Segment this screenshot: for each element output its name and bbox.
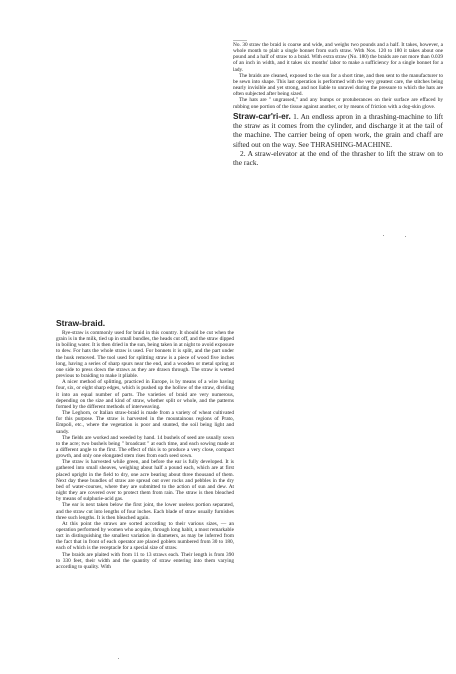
bottom-left-column [56, 318, 234, 648]
top-small-text [233, 42, 443, 110]
paragraph: The braids are cleaned, exposed to the sun for a short time, and then sent to the manufacturer to be sewn into shape. This last operation is performed with the very greatest care, the stitches being nearly invisible and yet strong, and not liable to unravel during the pressure to which the hats are often subjected after being sized. [233, 72, 443, 98]
paragraph: The hats are " ungrassed," and any bumps or protuberances on their surface are effaced by rubbing one portion of the tissue against another, or by means of friction with a dog-skin glove. [233, 97, 443, 110]
paragraph: A nicer method of splitting, practiced in Europe, is by means of a wire having four, six, or eight sharp edges, which is pushed up the hollow of the straw, dividing it into an equal number of parts. The varieties of braid are very numerous, depending on the size and kind of straw, whether split or whole, and the patterns formed by the different methods of interweaving. [56, 379, 234, 410]
entry-headword: Straw-car'ri-er. [233, 110, 291, 121]
paragraph: The fields are worked and weeded by hand. 14 bushels of seed are usually sown to the acre; two bushels being " broadcast " at each time, and each sowing made at a different angle to the first. The effect of this is to produce a very close, compact growth, and only one elongated stem rises from each seed sown. [56, 434, 234, 460]
paragraph: No. 30 straw the braid is coarse and wide, and weighs two pounds and a half. It takes, however, a whole month to plait a single bonnet from such straw. With Nos. 120 to 180 it takes about one pound and a half of straw to a braid. With extra straw (No. 180) the braids are not more than 0.039 of an inch in width, and it takes six months' labor to make a sufficiency for a single bonnet for a lady. [233, 42, 443, 73]
print-speck [405, 236, 406, 237]
paragraph: The ear is next taken below the first joint, the lower useless portion separated, and the straw cut into lengths of four inches. Each blade of straw usually furnishes three such lengths. It is then bleached again. [56, 502, 234, 521]
entry-definition: 1. An endless apron in a thrashing-machine to lift the straw as it comes from the cylinder, and discharge it at the tail of the machine. The carrier being of open work, the grain and chaff are sifted out on the way. See THRASHING-MACHINE. [233, 111, 443, 149]
paragraph: The braids are plaited with from 11 to 13 straws each. Their length is from 390 to 330 feet, their width and the quantity of straw entering into them varying according to quality. With [56, 551, 234, 570]
print-speck [118, 658, 119, 659]
paragraph: The straw is harvested while green, and before the ear is fully developed. It is gathered into small sheaves, weighing about half a pound each, which are at first placed upright in the field to dry, one acre bearing about three thousand of them. Next day these bundles of straw are spread out over rocks and pebbles in the dry bed of water-courses, where they are submitted to the action of sun and dew. At night they are covered over to protect them from rain. The straw is then bleached by means of sulphurie-acid gas. [56, 459, 234, 503]
top-right-column [233, 42, 443, 242]
paragraph: At this point the straws are sorted according to their various sizes, — an operation performed by women who acquire, through long habit, a most remarkable tact in distinguishing the smallest variation in diameters, as may be inferred from the fact that in front of each operator are placed goblets numbered from 30 to 180, each of which is the receptacle for a special size of straw. [56, 520, 234, 552]
straw-braid-text [56, 330, 234, 570]
straw-braid-title: Straw-braid. [56, 318, 106, 328]
column-rule [233, 40, 247, 41]
print-speck [383, 235, 384, 236]
paragraph: The Leghorn, or Italian straw-braid is made from a variety of wheat cultivated for this purpose. The straw is harvested in the mountainous regions of Prato, Empoli, etc., where the vegetation is poor and stunted, the soil being light and sandy. [56, 410, 234, 435]
straw-carrier-entry [233, 112, 443, 168]
entry-paragraph [233, 112, 443, 149]
entry-item-2: 2. A straw-elevator at the end of the thrasher to lift the straw on to the rack. [233, 149, 443, 168]
paragraph: Rye-straw is commonly used for braid in this country. It should be cut when the grain is in the milk, tied up in small bundles, the heads cut off, and the straw dipped in boiling water. It is then dried in the sun, being taken in at night to avoid exposure to dew. For hats the whole straw is used. For bonnets it is split, and the part under the husk removed. The tool used for splitting straw is a piece of wood five inches long, having a series of sharp spurs near the end, and a wooden or metal spring at one side to press down the straws as they are drawn through. The straw is wetted previous to braiding to make it pliable. [56, 330, 234, 380]
